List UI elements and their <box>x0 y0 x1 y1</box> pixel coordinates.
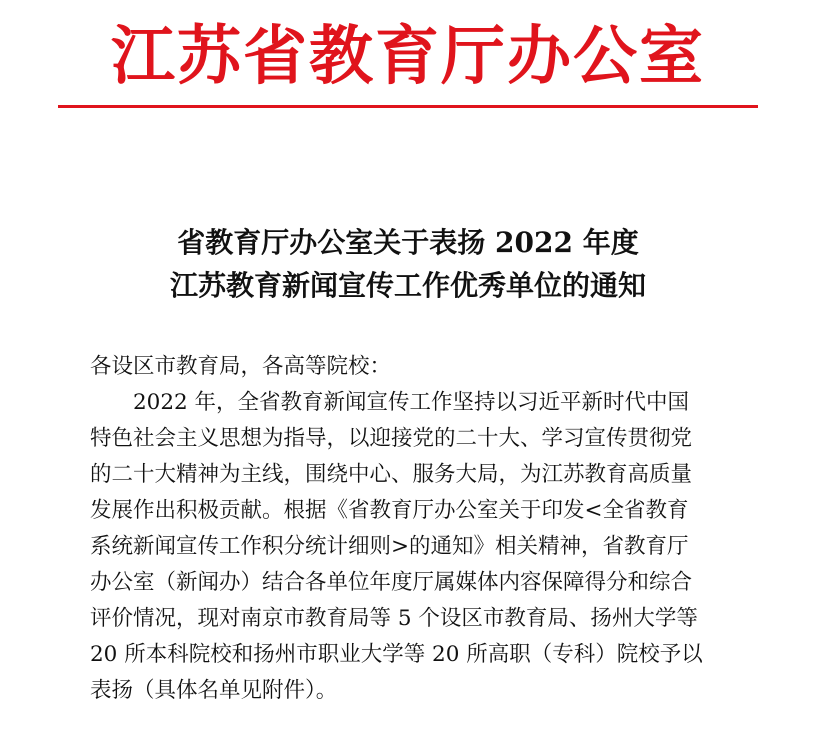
issuing-office-header: 江苏省教育厅办公室 <box>111 19 705 94</box>
salutation: 各设区市教育局，各高等院校： <box>90 354 392 379</box>
paragraph-line: 发展作出积极贡献。根据《省教育厅办公室关于印发<全省教育 <box>90 498 689 523</box>
header-divider-rule <box>58 105 758 108</box>
paragraph-line: 表扬（具体名单见附件）。 <box>90 678 338 703</box>
document-title-line-2: 江苏教育新闻宣传工作优秀单位的通知 <box>169 269 646 302</box>
paragraph-line: 特色社会主义思想为指导，以迎接党的二十大、学习宣传贯彻党 <box>90 426 693 451</box>
paragraph-line: 20 所本科院校和扬州市职业大学等 20 所高职（专科）院校予以 <box>90 642 703 667</box>
paragraph-line: 2022 年，全省教育新闻宣传工作坚持以习近平新时代中国 <box>90 390 690 415</box>
paragraph-line: 评价情况，现对南京市教育局等 5 个设区市教育局、扬州大学等 <box>90 606 698 631</box>
document-title-line-1: 省教育厅办公室关于表扬 2022 年度 <box>177 226 639 259</box>
paragraph-line: 系统新闻宣传工作积分统计细则>的通知》相关精神，省教育厅 <box>90 534 689 559</box>
paragraph-line: 的二十大精神为主线，围绕中心、服务大局，为江苏教育高质量 <box>90 462 693 487</box>
paragraph-line: 办公室（新闻办）结合各单位年度厅属媒体内容保障得分和综合 <box>90 570 693 595</box>
